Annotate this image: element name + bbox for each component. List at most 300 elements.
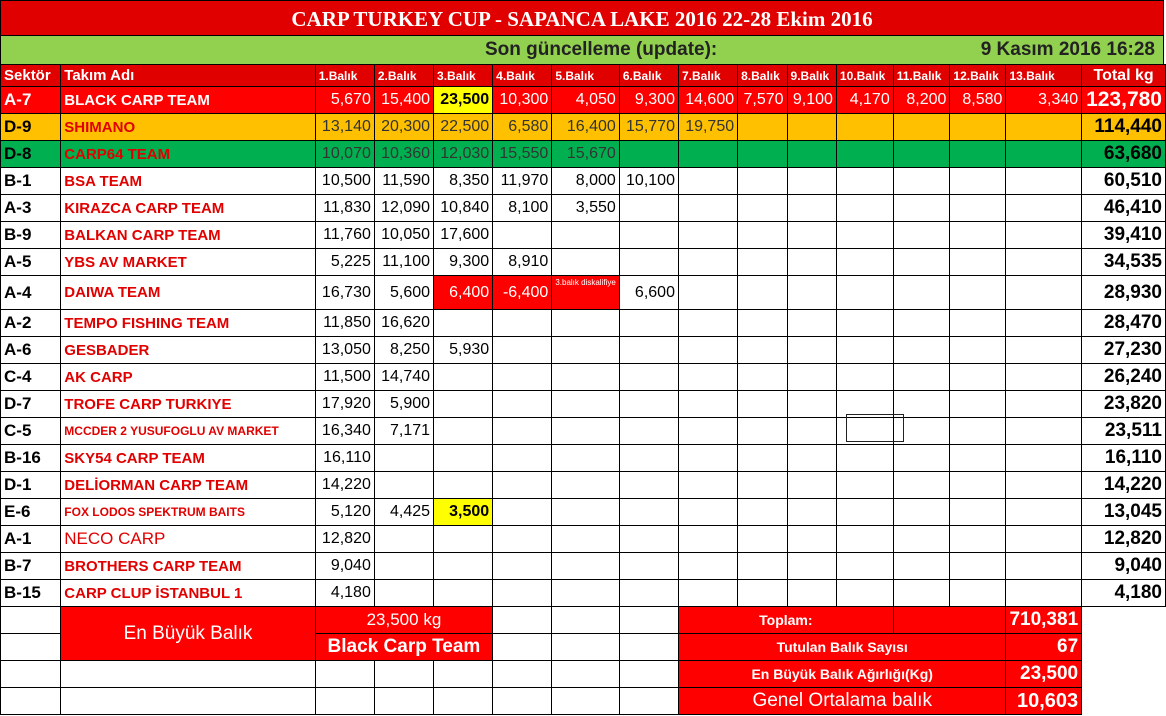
fish-cell[interactable] xyxy=(493,499,552,526)
fish-cell[interactable] xyxy=(1006,364,1082,391)
fish-cell[interactable] xyxy=(738,580,787,607)
fish-cell[interactable] xyxy=(836,391,893,418)
fish-cell[interactable] xyxy=(1006,418,1082,445)
fish-cell[interactable] xyxy=(434,472,493,499)
fish-cell[interactable] xyxy=(1006,114,1082,141)
fish-cell[interactable]: 8,910 xyxy=(493,249,552,276)
fish-cell[interactable] xyxy=(619,364,678,391)
fish-cell[interactable] xyxy=(738,310,787,337)
toplam-value[interactable]: 710,381 xyxy=(1006,607,1082,634)
fish-cell[interactable] xyxy=(738,249,787,276)
fish-cell[interactable] xyxy=(678,526,737,553)
sektor-cell[interactable]: D-1 xyxy=(1,472,61,499)
fish-cell[interactable]: 15,400 xyxy=(374,87,433,114)
total-cell[interactable]: 28,470 xyxy=(1082,310,1166,337)
fish-cell[interactable] xyxy=(493,580,552,607)
fish-cell[interactable] xyxy=(738,364,787,391)
fish-cell[interactable]: 6,600 xyxy=(619,276,678,310)
sektor-cell[interactable]: B-16 xyxy=(1,445,61,472)
fish-cell[interactable] xyxy=(893,580,950,607)
fish-cell[interactable] xyxy=(434,580,493,607)
header-takim[interactable]: Takım Adı xyxy=(61,65,315,87)
fish-cell[interactable] xyxy=(493,391,552,418)
header-total[interactable]: Total kg xyxy=(1082,65,1166,87)
fish-cell[interactable]: 5,900 xyxy=(374,391,433,418)
empty-cell[interactable] xyxy=(434,661,493,688)
fish-count-label[interactable]: Tutulan Balık Sayısı xyxy=(678,634,1005,661)
fish-cell[interactable] xyxy=(787,391,836,418)
fish-cell[interactable] xyxy=(552,391,619,418)
fish-cell[interactable] xyxy=(619,445,678,472)
fish-cell[interactable]: 7,171 xyxy=(374,418,433,445)
fish-cell[interactable] xyxy=(1006,249,1082,276)
fish-cell[interactable] xyxy=(619,580,678,607)
fish-cell[interactable]: 4,425 xyxy=(374,499,433,526)
fish-cell[interactable]: 11,100 xyxy=(374,249,433,276)
fish-cell[interactable]: 10,500 xyxy=(315,168,374,195)
fish-cell[interactable]: 6,400 xyxy=(434,276,493,310)
header-balik-6[interactable]: 6.Balık xyxy=(619,65,678,87)
fish-cell[interactable]: 15,770 xyxy=(619,114,678,141)
fish-cell[interactable] xyxy=(619,249,678,276)
sektor-cell[interactable]: B-9 xyxy=(1,222,61,249)
fish-cell[interactable]: 16,110 xyxy=(315,445,374,472)
fish-cell[interactable]: 5,670 xyxy=(315,87,374,114)
fish-cell[interactable] xyxy=(374,526,433,553)
total-cell[interactable]: 46,410 xyxy=(1082,195,1166,222)
fish-cell[interactable]: 8,580 xyxy=(950,87,1006,114)
fish-cell[interactable] xyxy=(738,553,787,580)
fish-cell[interactable]: 13,050 xyxy=(315,337,374,364)
fish-cell[interactable] xyxy=(1006,310,1082,337)
empty-cell[interactable] xyxy=(493,688,552,715)
max-weight-label[interactable]: En Büyük Balık Ağırlığı(Kg) xyxy=(678,661,1005,688)
fish-cell[interactable] xyxy=(787,276,836,310)
total-cell[interactable]: 60,510 xyxy=(1082,168,1166,195)
fish-cell[interactable]: 15,670 xyxy=(552,141,619,168)
biggest-fish-team[interactable]: Black Carp Team xyxy=(315,634,492,661)
fish-cell[interactable]: 5,930 xyxy=(434,337,493,364)
team-name-cell[interactable]: TROFE CARP TURKIYE xyxy=(61,391,315,418)
fish-cell[interactable] xyxy=(787,499,836,526)
fish-cell[interactable] xyxy=(678,141,737,168)
fish-cell[interactable] xyxy=(552,249,619,276)
fish-cell[interactable] xyxy=(374,472,433,499)
fish-cell[interactable] xyxy=(893,391,950,418)
sektor-cell[interactable]: C-5 xyxy=(1,418,61,445)
fish-cell[interactable]: 10,050 xyxy=(374,222,433,249)
fish-cell[interactable] xyxy=(950,276,1006,310)
fish-cell[interactable]: 14,740 xyxy=(374,364,433,391)
fish-cell[interactable] xyxy=(738,526,787,553)
team-name-cell[interactable]: MCCDER 2 YUSUFOGLU AV MARKET xyxy=(61,418,315,445)
sektor-cell[interactable]: B-15 xyxy=(1,580,61,607)
fish-cell[interactable] xyxy=(434,364,493,391)
fish-cell[interactable]: 16,620 xyxy=(374,310,433,337)
fish-cell[interactable] xyxy=(893,499,950,526)
fish-cell[interactable]: 9,040 xyxy=(315,553,374,580)
sektor-cell[interactable]: C-4 xyxy=(1,364,61,391)
fish-cell[interactable] xyxy=(1006,526,1082,553)
fish-cell[interactable] xyxy=(787,526,836,553)
fish-cell[interactable] xyxy=(787,472,836,499)
fish-cell[interactable]: 22,500 xyxy=(434,114,493,141)
fish-cell[interactable] xyxy=(1006,553,1082,580)
header-sektor[interactable]: Sektör xyxy=(1,65,61,87)
fish-cell[interactable]: 10,360 xyxy=(374,141,433,168)
fish-cell[interactable]: 16,340 xyxy=(315,418,374,445)
fish-cell[interactable] xyxy=(493,222,552,249)
header-balik-1[interactable]: 1.Balık xyxy=(315,65,374,87)
fish-cell[interactable]: 11,970 xyxy=(493,168,552,195)
fish-cell[interactable] xyxy=(836,337,893,364)
fish-cell[interactable] xyxy=(950,499,1006,526)
sektor-cell[interactable]: A-6 xyxy=(1,337,61,364)
fish-cell[interactable] xyxy=(738,337,787,364)
empty-cell[interactable] xyxy=(619,661,678,688)
fish-cell[interactable] xyxy=(619,526,678,553)
fish-cell[interactable] xyxy=(950,445,1006,472)
fish-cell[interactable] xyxy=(893,222,950,249)
fish-cell[interactable]: 4,170 xyxy=(836,87,893,114)
empty-cell[interactable] xyxy=(1,607,61,634)
fish-cell[interactable] xyxy=(552,418,619,445)
empty-cell[interactable] xyxy=(61,661,315,688)
fish-cell[interactable]: 3,550 xyxy=(552,195,619,222)
fish-cell[interactable] xyxy=(836,553,893,580)
fish-cell[interactable] xyxy=(836,580,893,607)
empty-cell[interactable] xyxy=(619,688,678,715)
empty-cell[interactable] xyxy=(434,688,493,715)
fish-cell[interactable] xyxy=(493,526,552,553)
fish-cell[interactable] xyxy=(738,276,787,310)
fish-cell[interactable] xyxy=(552,445,619,472)
fish-cell[interactable] xyxy=(678,499,737,526)
fish-cell[interactable]: 11,830 xyxy=(315,195,374,222)
fish-cell[interactable]: 4,050 xyxy=(552,87,619,114)
fish-cell[interactable] xyxy=(950,249,1006,276)
total-cell[interactable]: 63,680 xyxy=(1082,141,1166,168)
team-name-cell[interactable]: YBS AV MARKET xyxy=(61,249,315,276)
fish-cell[interactable] xyxy=(836,364,893,391)
biggest-fish-label[interactable]: En Büyük Balık xyxy=(61,607,315,661)
header-balik-3[interactable]: 3.Balık xyxy=(434,65,493,87)
team-name-cell[interactable]: BALKAN CARP TEAM xyxy=(61,222,315,249)
fish-cell[interactable]: 6,580 xyxy=(493,114,552,141)
fish-cell[interactable] xyxy=(678,445,737,472)
fish-cell[interactable] xyxy=(1006,499,1082,526)
fish-cell[interactable] xyxy=(738,195,787,222)
fish-cell[interactable] xyxy=(434,526,493,553)
fish-cell[interactable]: 12,030 xyxy=(434,141,493,168)
fish-cell[interactable]: 9,100 xyxy=(787,87,836,114)
fish-cell[interactable] xyxy=(787,114,836,141)
fish-cell[interactable] xyxy=(552,580,619,607)
fish-cell[interactable] xyxy=(950,553,1006,580)
fish-cell[interactable]: 23,500 xyxy=(434,87,493,114)
fish-cell[interactable] xyxy=(787,249,836,276)
empty-cell[interactable] xyxy=(552,661,619,688)
fish-cell[interactable]: 7,570 xyxy=(738,87,787,114)
fish-cell[interactable] xyxy=(434,445,493,472)
header-balik-7[interactable]: 7.Balık xyxy=(678,65,737,87)
team-name-cell[interactable]: GESBADER xyxy=(61,337,315,364)
fish-cell[interactable] xyxy=(836,222,893,249)
fish-cell[interactable] xyxy=(493,445,552,472)
fish-cell[interactable] xyxy=(738,445,787,472)
fish-cell[interactable]: 11,500 xyxy=(315,364,374,391)
fish-cell[interactable]: 16,730 xyxy=(315,276,374,310)
fish-cell[interactable]: 9,300 xyxy=(434,249,493,276)
fish-cell[interactable] xyxy=(1006,168,1082,195)
fish-cell[interactable] xyxy=(552,472,619,499)
fish-cell[interactable]: 9,300 xyxy=(619,87,678,114)
fish-cell[interactable] xyxy=(678,418,737,445)
team-name-cell[interactable]: BROTHERS CARP TEAM xyxy=(61,553,315,580)
empty-cell[interactable] xyxy=(315,688,374,715)
fish-cell[interactable] xyxy=(678,553,737,580)
total-cell[interactable]: 123,780 xyxy=(1082,87,1166,114)
fish-cell[interactable] xyxy=(950,580,1006,607)
fish-cell[interactable] xyxy=(950,526,1006,553)
fish-cell[interactable]: 15,550 xyxy=(493,141,552,168)
fish-cell[interactable]: 8,100 xyxy=(493,195,552,222)
fish-cell[interactable] xyxy=(493,364,552,391)
fish-cell[interactable] xyxy=(893,526,950,553)
team-name-cell[interactable]: FOX LODOS SPEKTRUM BAITS xyxy=(61,499,315,526)
sektor-cell[interactable]: D-7 xyxy=(1,391,61,418)
fish-cell[interactable] xyxy=(950,418,1006,445)
fish-cell[interactable]: 11,760 xyxy=(315,222,374,249)
fish-cell[interactable] xyxy=(836,526,893,553)
fish-cell[interactable]: 12,090 xyxy=(374,195,433,222)
fish-cell[interactable] xyxy=(619,472,678,499)
fish-count-value[interactable]: 67 xyxy=(1006,634,1082,661)
sektor-cell[interactable]: A-2 xyxy=(1,310,61,337)
fish-cell[interactable]: 11,590 xyxy=(374,168,433,195)
total-cell[interactable]: 23,511 xyxy=(1082,418,1166,445)
fish-cell[interactable] xyxy=(787,445,836,472)
fish-cell[interactable] xyxy=(893,141,950,168)
fish-cell[interactable]: 5,225 xyxy=(315,249,374,276)
header-balik-13[interactable]: 13.Balık xyxy=(1006,65,1082,87)
fish-cell[interactable]: 17,600 xyxy=(434,222,493,249)
fish-cell[interactable] xyxy=(1006,445,1082,472)
fish-cell[interactable]: 8,200 xyxy=(893,87,950,114)
fish-cell[interactable] xyxy=(950,391,1006,418)
fish-cell[interactable] xyxy=(893,445,950,472)
team-name-cell[interactable]: BSA TEAM xyxy=(61,168,315,195)
fish-cell[interactable] xyxy=(836,472,893,499)
fish-cell[interactable] xyxy=(836,499,893,526)
sektor-cell[interactable]: A-4 xyxy=(1,276,61,310)
empty-cell[interactable] xyxy=(619,634,678,661)
fish-cell[interactable]: 16,400 xyxy=(552,114,619,141)
total-cell[interactable]: 16,110 xyxy=(1082,445,1166,472)
fish-cell[interactable] xyxy=(552,222,619,249)
fish-cell[interactable] xyxy=(434,310,493,337)
fish-cell[interactable] xyxy=(374,580,433,607)
fish-cell[interactable] xyxy=(434,553,493,580)
fish-cell[interactable] xyxy=(434,418,493,445)
fish-cell[interactable] xyxy=(619,553,678,580)
fish-cell[interactable] xyxy=(619,310,678,337)
fish-cell[interactable] xyxy=(493,418,552,445)
fish-cell[interactable] xyxy=(787,222,836,249)
fish-cell[interactable] xyxy=(787,168,836,195)
fish-cell[interactable] xyxy=(836,249,893,276)
fish-cell[interactable] xyxy=(619,337,678,364)
fish-cell[interactable] xyxy=(787,364,836,391)
total-cell[interactable]: 13,045 xyxy=(1082,499,1166,526)
fish-cell[interactable]: 8,000 xyxy=(552,168,619,195)
fish-cell[interactable] xyxy=(950,222,1006,249)
fish-cell[interactable]: 8,350 xyxy=(434,168,493,195)
empty-cell[interactable] xyxy=(493,661,552,688)
fish-cell[interactable] xyxy=(738,168,787,195)
team-name-cell[interactable]: CARP CLUP İSTANBUL 1 xyxy=(61,580,315,607)
fish-cell[interactable]: 3.balık diskalifiye xyxy=(552,276,619,310)
fish-cell[interactable] xyxy=(619,499,678,526)
fish-cell[interactable] xyxy=(787,195,836,222)
empty-cell[interactable] xyxy=(493,634,552,661)
header-balik-9[interactable]: 9.Balık xyxy=(787,65,836,87)
toplam-label[interactable]: Toplam: xyxy=(678,607,893,634)
empty-cell[interactable] xyxy=(893,607,1006,634)
fish-cell[interactable] xyxy=(678,310,737,337)
fish-cell[interactable] xyxy=(836,195,893,222)
sektor-cell[interactable]: D-8 xyxy=(1,141,61,168)
team-name-cell[interactable]: TEMPO FISHING TEAM xyxy=(61,310,315,337)
header-balik-12[interactable]: 12.Balık xyxy=(950,65,1006,87)
fish-cell[interactable] xyxy=(493,553,552,580)
empty-cell[interactable] xyxy=(1,688,61,715)
fish-cell[interactable] xyxy=(893,337,950,364)
fish-cell[interactable]: 4,180 xyxy=(315,580,374,607)
fish-cell[interactable] xyxy=(893,195,950,222)
fish-cell[interactable]: 10,100 xyxy=(619,168,678,195)
fish-cell[interactable]: 3,500 xyxy=(434,499,493,526)
fish-cell[interactable] xyxy=(836,445,893,472)
fish-cell[interactable] xyxy=(678,168,737,195)
team-name-cell[interactable]: NECO CARP xyxy=(61,526,315,553)
empty-cell[interactable] xyxy=(374,661,433,688)
fish-cell[interactable] xyxy=(893,168,950,195)
total-cell[interactable]: 39,410 xyxy=(1082,222,1166,249)
fish-cell[interactable] xyxy=(552,553,619,580)
fish-cell[interactable]: 14,220 xyxy=(315,472,374,499)
total-cell[interactable]: 114,440 xyxy=(1082,114,1166,141)
fish-cell[interactable] xyxy=(619,141,678,168)
fish-cell[interactable] xyxy=(493,337,552,364)
fish-cell[interactable] xyxy=(950,141,1006,168)
fish-cell[interactable]: 8,250 xyxy=(374,337,433,364)
fish-cell[interactable] xyxy=(950,364,1006,391)
fish-cell[interactable] xyxy=(493,472,552,499)
total-cell[interactable]: 28,930 xyxy=(1082,276,1166,310)
fish-cell[interactable] xyxy=(678,337,737,364)
header-balik-11[interactable]: 11.Balık xyxy=(893,65,950,87)
fish-cell[interactable] xyxy=(738,391,787,418)
sektor-cell[interactable]: E-6 xyxy=(1,499,61,526)
fish-cell[interactable] xyxy=(619,418,678,445)
total-cell[interactable]: 9,040 xyxy=(1082,553,1166,580)
team-name-cell[interactable]: CARP64 TEAM xyxy=(61,141,315,168)
fish-cell[interactable]: 10,300 xyxy=(493,87,552,114)
fish-cell[interactable]: 14,600 xyxy=(678,87,737,114)
fish-cell[interactable] xyxy=(678,391,737,418)
fish-cell[interactable] xyxy=(738,222,787,249)
total-cell[interactable]: 14,220 xyxy=(1082,472,1166,499)
fish-cell[interactable]: 20,300 xyxy=(374,114,433,141)
empty-cell[interactable] xyxy=(619,607,678,634)
header-balik-8[interactable]: 8.Balık xyxy=(738,65,787,87)
fish-cell[interactable] xyxy=(619,195,678,222)
fish-cell[interactable] xyxy=(1006,472,1082,499)
fish-cell[interactable] xyxy=(493,310,552,337)
empty-cell[interactable] xyxy=(315,661,374,688)
fish-cell[interactable] xyxy=(1006,337,1082,364)
fish-cell[interactable] xyxy=(678,249,737,276)
fish-cell[interactable] xyxy=(1006,141,1082,168)
fish-cell[interactable] xyxy=(893,276,950,310)
fish-cell[interactable] xyxy=(836,310,893,337)
empty-cell[interactable] xyxy=(1,661,61,688)
fish-cell[interactable] xyxy=(1006,391,1082,418)
fish-cell[interactable] xyxy=(374,445,433,472)
total-cell[interactable]: 23,820 xyxy=(1082,391,1166,418)
fish-cell[interactable] xyxy=(836,276,893,310)
team-name-cell[interactable]: DELİORMAN CARP TEAM xyxy=(61,472,315,499)
fish-cell[interactable] xyxy=(787,553,836,580)
fish-cell[interactable] xyxy=(434,391,493,418)
fish-cell[interactable] xyxy=(950,310,1006,337)
fish-cell[interactable] xyxy=(893,310,950,337)
total-cell[interactable]: 26,240 xyxy=(1082,364,1166,391)
fish-cell[interactable] xyxy=(678,472,737,499)
sektor-cell[interactable]: A-7 xyxy=(1,87,61,114)
empty-cell[interactable] xyxy=(1,634,61,661)
fish-cell[interactable] xyxy=(950,168,1006,195)
fish-cell[interactable] xyxy=(787,141,836,168)
average-label[interactable]: Genel Ortalama balık xyxy=(678,688,1005,715)
empty-cell[interactable] xyxy=(552,688,619,715)
team-name-cell[interactable]: SHIMANO xyxy=(61,114,315,141)
fish-cell[interactable] xyxy=(1006,222,1082,249)
fish-cell[interactable] xyxy=(1006,195,1082,222)
fish-cell[interactable] xyxy=(374,553,433,580)
team-name-cell[interactable]: AK CARP xyxy=(61,364,315,391)
fish-cell[interactable] xyxy=(619,391,678,418)
fish-cell[interactable] xyxy=(893,114,950,141)
fish-cell[interactable]: 5,600 xyxy=(374,276,433,310)
fish-cell[interactable] xyxy=(678,222,737,249)
header-balik-2[interactable]: 2.Balık xyxy=(374,65,433,87)
fish-cell[interactable] xyxy=(950,337,1006,364)
max-weight-value[interactable]: 23,500 xyxy=(1006,661,1082,688)
header-balik-10[interactable]: 10.Balık xyxy=(836,65,893,87)
fish-cell[interactable] xyxy=(678,276,737,310)
fish-cell[interactable] xyxy=(893,472,950,499)
sektor-cell[interactable]: A-1 xyxy=(1,526,61,553)
fish-cell[interactable] xyxy=(787,310,836,337)
team-name-cell[interactable]: KIRAZCA CARP TEAM xyxy=(61,195,315,222)
empty-cell[interactable] xyxy=(61,688,315,715)
sektor-cell[interactable]: A-3 xyxy=(1,195,61,222)
fish-cell[interactable]: 11,850 xyxy=(315,310,374,337)
fish-cell[interactable] xyxy=(1006,580,1082,607)
fish-cell[interactable]: 19,750 xyxy=(678,114,737,141)
